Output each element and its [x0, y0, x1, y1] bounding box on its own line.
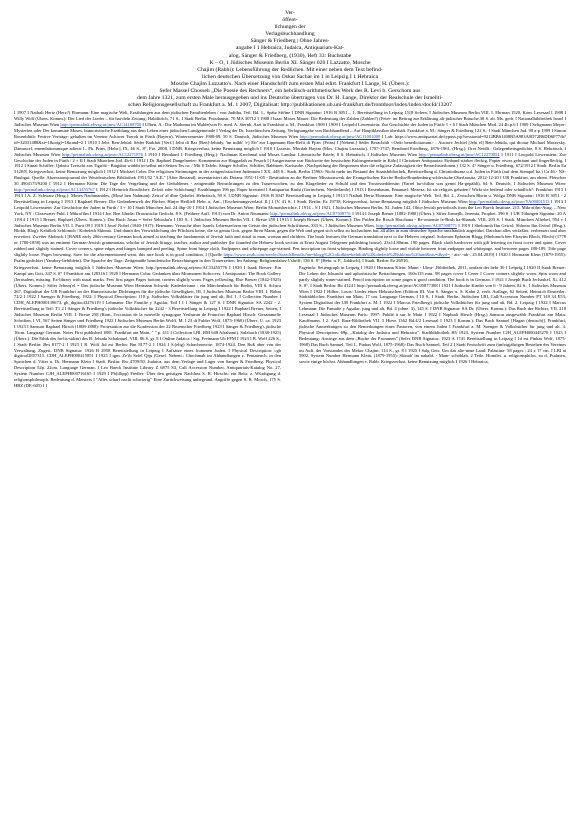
permalink-3[interactable]: http://permalink.obvsg.at/jmw/AC12271876 — [62, 151, 143, 157]
document-heading — [14, 10, 566, 109]
paragraph-text: I Ulben, A.: Die Madonna im Walde(von Fr. med. A. Sternk, Arzt in Frankfurt a. M., Frankfurt 1909 I 1909 I Leopold Löwenstein: Zur Geschichte der Juden in Fürth: I + 6 I Stadt München Mod. 24 4b.p.6 I 1909 I Seligmann Meyer: Mysterien oder Der kommune Moses, humoristische Erzählung aus dem Leben einer jüdischen Landgemeinde I Verlag der Dr. Israelitischen Zeitung, Verlagsangabe von Buchhandlend – Auf Hauptklassiker überhält. Frankfurt a. M.: Sänger & Friedberg 122 S., I Stadt München Jud. 90 a-p 1909 I Simon Rosenblüth: Festive Verträge; gehalten im Vereine Achiwer Tseroh in Fürth (Bayern), Wintersemester 1908-09, 50 S. Dantsch, Jüdisches Museum Wien — [14, 122, 566, 139]
heading-line: lichungen der — [274, 24, 306, 31]
permalink-2[interactable]: http://permalink.obvsg.at/jmw/AC11001000 — [299, 133, 381, 139]
two-column-section — [14, 265, 566, 389]
paragraph-text: I 1911 I Leopold Löwenstein: Zur Geschichte der Juden in Fürth / 2 + II I Stadt München Jud. 4b-6 I 1912 I Dr. Raphael Dangelmeier: Kommentar zur Haggadah zu Pesach I [Ausgerissene war Rückseite der hessischen Kultusgemeinde in Köln] I Christiner Antiquariat: Einband stärker fleckig, Papier etwas gebräunt und fingerfleckig, I 1912 I Simai Schiffer: Qabstu Tzeischt aus Tiga/dt - Baqjdrat wäddit in-selbst mit-Seiten Tes ra: / Mit 8 Tafeln. Sänger Schiffer, Schiffer, Rabbiner, Karlsruhe. (Nachprüfung der Responsen über die religiöse Zulässigkeit der Betrachtsteilonen.) 132 S. 4° Sänger u. Friedberg, 672/1912 I Stadt. Berlin Ea 5120/8, Kriegsverlust, keine Benutzung möglich I 1912 I Michael Cohn: Die religiösen Strömungen in der zeitgenössischen Judentum I XX, 448 S., Stadt. Berlin 15963: Nicht mehr im Bestand der Staatsbibliothek, Bereitstellung d. Chroniothumz u.d. Juden in Fürth (auf dem Stempel bz.) Ca 46.- NS-Raubgut: Quelle: Akzessionsjournal der Westdeutschen Bibliothek 1951/52 "A.E." [After Bestand], inventarisiert als Dotanz 1951-11-05 - Restitution an die Berliner Missionswerk der Evangelischen Kirche Berlin-Brandenburg-schlesische Oberlausitz, 2012-12-20 I UB Frankfurt, am ehem. Fleischer 30 4904175/9200 I 1912 I Hermann Klein: Die Tage der Vergeltung und der Geduldenes - zeitgemäße Betrachtungen zu den Trauerwochen, zu den Klagelieder zu Schuld und den Trostesseddersim (Yarrel ha-chilim was gemit Ha-gepäldi), 64 S. Deutsch, I Jüdisches Museum Wien: — [14, 151, 566, 187]
heading-line: öffent- — [282, 17, 298, 24]
heading-line: angabe I 1 Hebraica, Judaica, Antiquariats-Kat- — [235, 45, 345, 52]
heading-line: alog, Sänger & Friedberg, (1930), Heft 33: Buchstabe — [228, 52, 352, 59]
heading-line: Sänger & Friedberg | Ohne Jahres- — [250, 38, 330, 45]
heading-line: Ver- — [285, 10, 295, 16]
heading-line: Chajim (Rabbi): Lebensführung der Redlichen. Mit einer neben dem Text befind- — [197, 66, 383, 73]
permalink-6[interactable]: http://permalink.obvsg.at/jmw/YA00001513 — [469, 198, 550, 204]
paragraph-text: I 1912 I Heinrich Einstlicher: Zefzöt oder Schöchung? Erzählungen 196 pp. Paper browned I Antiquariat Rashi (Gorinchem, Niederlande) I 1913 I Rosenbaum, Emanuel: Mezeza. Ist sie religiös geboten? Wirkt sie heilend oder schädlich?: Frankfurt 1913 I 1913 I A. Z. Schwarz (Hrsg.): Moses Nachmanides, (Mosé ben Nahman): Zeirot' al dbre Qohelet. Hebräisch, 50 S. I DNB Signatur: 1916 B 3047 Bereitstellung in Leipzig I 1913 I Nathali Hertz Ehrmann: Eine magische Welt. Teil. Bd. 2., Zwischen Rhein u. Wolga DNB Signatur: 1916 B 3051 - 2 Bereitstellung in Leipzig I 1913 I Raphael Breuer: Die Gedankenwelt der Bücher. Hinjer Heilliell Hebr. u. Ant., [Erscheinungsverlauf. ll.] 1 [V. 41 S., I Stadt. Berlin: Ez 19738, Kriegsverlust, keine Benutzung möglich I Jüdisches Museum Wien — [14, 187, 566, 204]
heading-line: schen Religionsgesellschaft zu Frankfurt a. M. 1 2007, Digitalisat: http://publikationen.ub.uni-frankfurt.de/frontdoor/index/index/docId/13207 — [128, 102, 452, 109]
permalink-8[interactable]: http://permalink.obvsg.at/jmw/AC07508771 — [376, 222, 457, 228]
permalink-1[interactable]: http://permalink.obvsg.at/jmw/AC14108700 — [60, 122, 142, 128]
permalink-4[interactable]: http://permalink.obvsg.at/jmw/AC12270854 — [418, 151, 500, 157]
paragraph-text: I 1913 I Leopold Löwenstein: Zur Geschichte der Juden in Fürth / 3 + 10 I Stadt München Jud. 24 4bp-10 I 1914 I Jüdisches Museum Wien: Berlin Monatsberichte, I 1914 – 8 I 1921, I Jüdisches Museum Berlin, XI. Juden 142, Ohio-Jewish periodicals from the Leo Baeck Institute, 215. Mikrofilm-Ausg. – New York, NY : Clearwater Publ. I Mikrofilm I 1914 I Jnr. Ben Jihuda: Drawnische Gedicht, 8 S. (Frühere Aufl. 1913) von Dr. Anton Neumann: — [14, 198, 566, 216]
left-column: Kriegsverlust, keine Benutzung möglich I Jüdisches Museum Wien: http://permalink.obvsg.at/jmw/AC13455776 I 1920 I Isaak Breuer: Ein Kampf um Gott, 347 S. 8° I Frankfurt am 128316 I 1920 I Hermann Cohn: Gedanken über Mormonen Softcover. I Antiquariat: The Book Gallery (Jerusalem, missing. Ex-library with usual marks. Few first pages Pages bottom corners slightly worn. Pages yellowing, Else Breuer (1842-1925) (Übers. Komm.): Sifter Jehezq'el = Das jüdische Museum Wien Hermann Schwab: Kaderlerisme : ein Märchenbuch für Berlin, VIII 6. Schwa 267, Digitalisat der UB Frankfurt an der Humoristische Dichtungen für die jüdische Geselligkeit, III, I Jüdisches Museum Berlin VIII. I. Böhm 72/2 I 1922 I Saenger & Friedberg, 1922: I Physical Description: 110 p. Jüdisches Volksblätter für jung und alt, Bd. 1. I Collection Number I CDH_ALEPH000139673, gh_digitool3276119 I Lehmann: Die Familie y Aguilar, Teil I I 1 Sänger & 127 S. I DNB Signatur: SA 2242 - 2. Bereitstellung in Teil: T1 2 I Sänger & Friedberg's jüdische Volksbücher für 2242 - 3 Bereitstellung in Leipzig I 1922 I Raphael Breuer, Seiten, I Jüdisches Museum Berlin VIII. I. Breue 258 (Rom, l'occasion de la nouvelle synagogue Yeshurun de Francfort Raphael Hirsch: Gesammelte Schriften, I VI, 567 Seiten Sänger und Friedberg 1922 I Jüdisches Museum Berlin Wolff, M. I 23 di Fulder Wolf, 1875-1968) (Übers. U. ca. 1923 I 1923 I Samson Raphael Hirsch (1808-1888): Protestation zur die Konfession der 22 Bruenscher Friedberg 1923 I Sänger & Friedberg's jüdische 16cm. Language German. Notes First published 1881. Frankfurt am Main, " " p. 411 I Collection LBI, BM 648 Afrahami). Sulzbach (1838-1925) (Übers.): Die Ethik des ha-lis-sidim) des R. Jehuda Schalmuel, VIII, 86 S. gr. 8 I Online Judaica / Sig. Freimann Ub FFM I 1923 I B. Wolf 226 S., I Stadt Berlin: Bm 8177-2 I 1923 I B. Wolf Jid est Berlin: Bm 8177-2 I 1924 I S.(elig) Schachnowitz: 1874-1924. Den Buß aber von der Verwaltung, Zugest. DNB Signatur: 1926 B 2958 Bereitstellung in Leipzig I Aufsätze eines frommen Juden. I Physical Description: cgh digitool2857315. CDH_ALEPH000415851 I 1925 I tgm. Ze'ib Sefel Qiju (Gesel. Nebent.: Chochmah im Abhandlungen z. Pentateuch, in den Spriichen d. Väter u. Dr. Hermann Klein I Stadt. Berlin: Bw 4709/50, Judaica, aus dem Verlage und Lager von Sanger & Friedberg. Physical Description 52p. 22cm. Language German, I Leo Baeck Institute Library Z 6875 S3, Call Accession Number, Antiquariats-Katalog No. 27, System Number CJH_ALEPH000716165 I 1929 I Pb(illipp) Fiedler: Über den geistigen Nachlass S. R. Hirschs: ein Beitr. z. Würdigung d. religionsphilosoph. Bedeutung d. Meisters I "Alles scharf nacht schwierig" Eine Zurückweisung unbegrund. Angriffe gegen S. R. Mosch, 175 S. HBZ (DE-605) I 1 — [14, 264, 281, 388]
paragraph-text: I 1914 I Joseph Breuer [1882-1980] (Übers.): Sifter Jirmejlh, Jeremia, Prophet, 396 S. I UB Tübingen Signatur: 20 A 11914 I 1915 I Breuer, Raphael (Übers. Komm.): Das Buch Josua = Sefer Yehoshu'a I 183 S., I Jüdisches Museum Berlin VII. I. Breue 259 I 1915 I Joseph Breuer (Übers. Komm.): Der Prüfen Ihr Rosch Haschana - Re-ontomie le-Rosh ha-Shanah, VIII, 203 S. I Stadt. München Allrebel, 954 v I Jüdisches Museum Berlin VII. I. Purit 09 I 1919 I Josef Nobel (1840-1917): Hermann: Versuche über Israels Lebensreform im Geiste des jüdischen Schrifttums, 333 S., I Jüdisches Museum Wien, — [14, 210, 566, 228]
paragraph-text: - ats- -ak-, 25.04.2019] I 1920 I Hermann Klein (1879-1955): Psalm gedichtet (Yanrkey-liebiblein). Die Sprache der Tage: Zeitgemäße homiletische Betrachtungen in den Trauerzeiten. Im Anhang: Religionsfahrs-Vsbriff, 136 S. 8° [Hebr. u. F., Jiddisch], I Stadt. Berlin: Ez 26916, — [14, 252, 566, 263]
heading-line: K – O, 1 Jüdisches Museum Berlin XI. Sänger 020 I Lazzatto, Mosche — [209, 59, 371, 66]
heading-line: lichen deutschen Übersetzung von Oskar Sachar im 1 in Leipzig I 1 Hebraica — [202, 73, 378, 80]
right-column: Pageinfo: Seitengraph in Leipzig I 1920 I Hermann Klein: Mann - Ulmt- ,Bibliothek, 2011, umfam der hebr 30 I Leipzig I 1920 II Isaak Breuer: Die Leben der Ichuruht und aphoristische Betrachtungen, 160x115 mm. 98 pages cover I Ceeer I Cover corners slightly worn. Spin worn and partly slightly water-stained. Pencil inscription on some pages n good condition. The book is in German. I 1921 I Joseph Buch Jechaskel, Xi, 412 S. 8°, I Stadt Berlin: Bu 4124 I http://permalink.obvsg.at/jmw/AC05877388 I 1921 I Jüdische Kinder von 6 - 9 Jahren, 82 S., I Jüdisches Museum Wien I 1922 I Hilber, Louis: Lieder eines Hebraischen (Edition III. Von S. Sänger u. S. Kahn 2. verb. Auflage, 62 Seiten, Heinrich Einsteiler: Südrähblicher, Frankfurt am Main, 17 cm. Language German, I 10 S., I Stadt. Berlin, Jüdischen LBI, Call/Accession Number PT 149 34 E53, System Digitalisat der UB Frankfurt a. M. I 1922 I Marcus Friedberg's jüdische Volksbücher für jung und alt, Bd. 2. Leipzig I 1922 I Marcus Lehmann: Die Famalie y Aguilar, jung und alt, Bd. 4 (ohne. 3), 145 S. I DNB Signatur: SA Dr. (Übers. Komm.): Das Buch der Richter, VII, 218 Lesesaal I Jüdisches Museum Paris: 1997: Publié à sur le Main I 1922 I Naphtali Hirsch (Hrsg.) Samson ausgewählt Frankfurt am Main: Kauffmann, I 2. Aufl. Rara-Bibliothek VII. 5 Hirve 1362 Bd.4/2 Lesesaal I 1923 I Komm.): Das Buch Samuel [Hagan (deutsch)], Frankfurt, jüdische Anmerkungen zu den Bemerkungen eines Pastoren; von einem Juden I Frankfurt a. M. Saenger & Volksbücher für jung und alt. 4. Physical Description: 69p. „Katalog der Judaica und Hebraica", Stadtbibliothek H5 1923, System Number CJH_ALEPH000445270 I 1923 I Bedeutung: Anstrige aus dem „Buche der Frommen" (Sefer DNB Signatur: 1923 A 1741 Bereitstellung in Leipzig I 1d est Pinhas Wolf, 1875-1968) Das Buch Samuel, Teil I., Pinhas Wolf, 1875-1968): Das Buch Samuel, Teil 2 I Stadt Festschrift zum fünfzigjährigen Bestehen des Vereines im Auft. der Vorstandes des Mekor Chajim, 114 S., gr. 8 I 1925 I Salg Geis: Um das alte-neue Land: Palästina- 58 pages ; 24 x 17 cm. I LBI at 5902, System Number Hermann Klein, (1879-1955): Slönah' im nahald. - Mam- schöblah, 2 Teile. Homilet. u. religionsphilos. zu d. Psalmen, sowie einige höchst. Abhandlungen v. Rabb. Kriegsverlust, keine Benutzung möglich I 1926 I Hebraica, — [299, 264, 566, 365]
permalink-5[interactable]: http://permalink.obvsg.at/jmw/AC13455767 — [14, 187, 95, 193]
paragraph-text: I 1907 I Nathali Hertz (Herz?) Ehrmann: Eine magische Welt, Erzählungen aus dem jüdischen Familienleben / von Juditha, Teil. Bd. 1., Spätz Stiftne I DNB Signatur: 1916 B 3051 – 1, Bereitstellung in Leipzig 1518 Sofern, I Jüdisches Museum Berlin VIII. I. Ehrman 1520, Kom. Lesesaal I 1908 I Willy Wolf (Übers. Komm.): Der Lied der Lieder – für hai-deln Zeitung, Habilitrich, 71 S., I Stadt Berlin, Potsdamstr. 70 MA 30712 I 1908 I Isaac Moses Mauer: Die Bedeutung der Zahlen (Zahlen?) (Feier- im Beitrag zur Erklärung alt-jüdischer Bräuche,38 S. ab. Ms. gedr. I Nationalbibliothek Israel I Jüdisches Museum Wien — [14, 110, 566, 128]
heading-line: dem Jahre 1321, zum ersten Male herausgegeben und ins Deutsche übertragen von Dr. H. Lange, Direktor der Realschule der Israeliti- — [137, 95, 443, 102]
paragraph-text: I Lab: https://www.antiquariat.de/typuss.jsp?sessionid=9212BB61408B5A983A0D72B6DD6F77fb?id=32031488&st=1&origl=1&rand=2 I 1910 I Jehr. Ben-Jehüd: Séder Barkhót [Verf.] Jehú di Bar [Ben]-Jehüdy, 'tm mibb' 'e'j Efr' zur Lippmann Ben-Refit di Pjinv (Prins) I [Nebent.] Séder Berachöth <Ordo benedictionum> : Auctore Jechiel [Jehi el] Ben-Jehüda, qui dicitur Michael Moravsky. Damascel, emendationumque adiecit L. Ph. Prins, [Hebr.], IX, 46 S., 8°, Fre. 2008, I DNB, Kriegsverlust, keine Benutzung möglich I 1910 I Lutosto, Mordah Hayim (Mos. Chajim Luzzatto), 1707-1747; Bernhard Friedberg, 1876-1961, (Hrsg.), Orot Neidlt : Gelegenheitsgedichte, 8 S. Hebräisch, I Jüdisches Museum Wien — [14, 133, 566, 157]
search-link[interactable]: https://www.zvab.com/servlet/SearchResults?an=blogg%2Cfolio&tn=kehilotb%2Koheleth%2Bshlomo%20und&sts=t&yrl= — [223, 252, 450, 258]
paragraph-text: I 1910 I Bernhard I. Friedberg (Hrsg.): Nachman Krochmal und Moses Landau: Litterarische Briefe, 8 S. Hebräisch, I Jüdisches Museum Wien — [142, 151, 419, 157]
heading-line: Mosche Chajim Luzzatto's. Nach einer Handschrift zum ersten Mal edirt. Frankfurt I Lange, H. (Übers.): — [170, 80, 410, 87]
heading-line: Verlagsbuchhandlung — [265, 31, 315, 38]
paragraph-text: I 1919 I Shelomoh Ibn Gvirol: Shlomo Ibn Gvirol (Hrsg.), Blokh, Blog): Kehilloh Schlomoh / Koheleth Shlomo. Und damit des Verwirklichung der Pflichten keine, die so genau Gott, gegen Ihren Mann, gegen die Welt und gegen sich selbst zu hochachten hat, all alles in zum deutscher Sprache anschaulich angeführt. Darchan alles verfaßter, verbessert und aber erweitert. Zweiter Abdruck I [RARE early 20th-century German book aimed at teaching the fundaments of Jewish faith and ritual to man, woman and children. The book features the German translation next to the Hebrew original. Solomon Ephraim Blogg (Shelomoh ben Efrayim Bloch, Blech) (1778 or 1780-1858) was an eminent German-Jewish grammarian, scholar of Jewish liturgy, teacher, author and publisher (he founded the Hebrew book section at Ernst August Telegener publishing house). 23x14.80mm. 190 pages. Black cloth hardcover with gilt lettering on front cover and spine. Cover rubbed and slightly stained. Cover corners, spine edges and hinges bumped and peeling. Spine front hinge cloth. Endpapers and whitepage age-stained. Pen inscription on front whitepage. Binding slightly loose and visible between front endpaper and whitepage, and between pages 188-189. Title page slightly loose. Pages browning. Save for the aforementioned wear, this rare book is in good condition. I [Quelle — [14, 222, 566, 258]
heading-line: Sefer Massel Chosseh „Die Poesie des Rechners“, ein hebräisch-arithmetisches Werk des R. Levi b. Gerschom aus — [159, 88, 421, 95]
wide-paragraph — [14, 110, 566, 264]
permalink-7[interactable]: http://permalink.obvsg.at/jmw/AC07508751 — [270, 210, 352, 216]
